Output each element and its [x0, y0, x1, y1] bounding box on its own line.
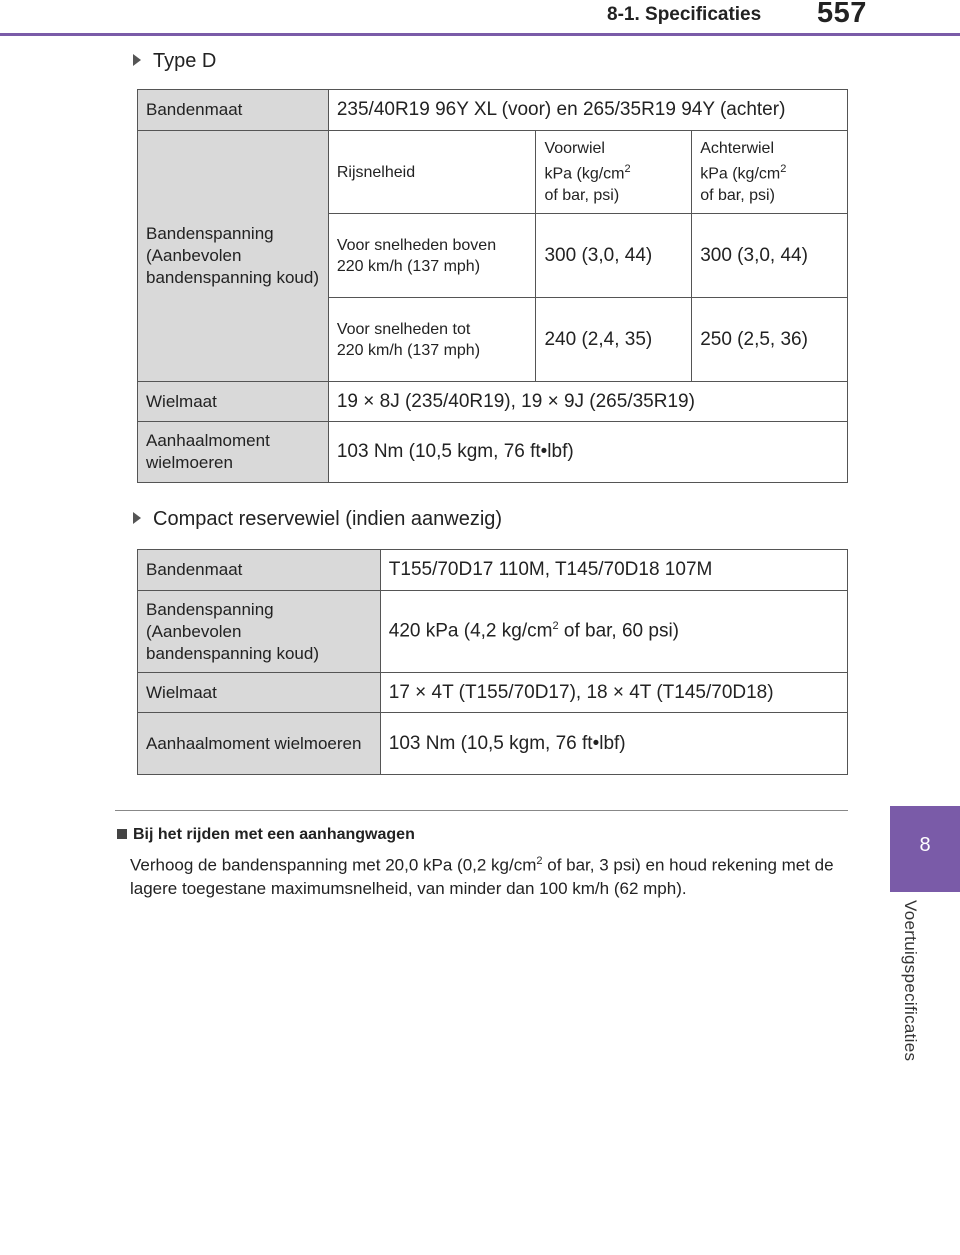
chapter-label: Voertuigspecificaties — [901, 900, 920, 1062]
table-row — [138, 673, 848, 713]
type-d-table — [137, 89, 848, 483]
pressure-label: Bandenspanning (Aanbevolen bandenspanning koud) — [138, 131, 329, 382]
compact-wheel-label: Wielmaat — [138, 673, 381, 713]
compact-title: Compact reservewiel (indien aanwezig) — [153, 508, 503, 530]
type-d-title: Type D — [153, 50, 217, 72]
size-label: Bandenmaat — [138, 90, 329, 131]
compact-pressure-value: 420 kPa (4,2 $kg/cm^2$ of bar, 60 psi) — [380, 591, 847, 673]
square-bullet-icon — [117, 829, 127, 839]
note-divider — [115, 810, 848, 811]
wheel-value: 19 × 8J (235/40R19), 19 × 9J (265/35R19) — [328, 382, 847, 422]
rear-column-header: Achterwiel kPa ($kg/cm^2$ of bar, psi) — [692, 131, 848, 214]
note-heading — [117, 826, 415, 844]
note-body: Verhoog de bandenspanning met 20,0 kPa (0,2 $kg/cm^2$ of bar, 3 psi) en houd rekening met de lagere toegestane maximumsnelheid, van minder dan 100 km/h (62 mph). — [130, 855, 834, 898]
speed-upto-cell: Voor snelheden tot 220 km/h (137 mph) — [328, 298, 536, 382]
table-row — [138, 550, 848, 591]
rear-pressure-above: 300 (3,0, 44) — [692, 214, 848, 298]
table-row — [138, 713, 848, 775]
rear-pressure-upto: 250 (2,5, 36) — [692, 298, 848, 382]
torque-label: Aanhaalmoment wielmoeren — [138, 422, 329, 483]
table-row — [138, 422, 848, 483]
front-column-header: Voorwiel kPa ($kg/cm^2$ of bar, psi) — [536, 131, 692, 214]
page-number: 557 — [817, 0, 867, 29]
chapter-number: 8 — [919, 834, 931, 856]
compact-torque-label: Aanhaalmoment wielmoeren — [138, 713, 381, 775]
compact-size-label: Bandenmaat — [138, 550, 381, 591]
torque-value: 103 Nm (10,5 kgm, 76 ft•lbf) — [328, 422, 847, 483]
table-row — [138, 90, 848, 131]
size-value: 235/40R19 96Y XL (voor) en 265/35R19 94Y (achter) — [328, 90, 847, 131]
compact-size-value: T155/70D17 110M, T145/70D18 107M — [380, 550, 847, 591]
speed-above-cell: Voor snelheden boven 220 km/h (137 mph) — [328, 214, 536, 298]
page-header — [0, 0, 960, 36]
compact-table — [137, 549, 848, 775]
wheel-label: Wielmaat — [138, 382, 329, 422]
table-row — [138, 382, 848, 422]
chapter-tab — [890, 806, 960, 892]
type-d-heading — [133, 50, 216, 73]
speed-column-header: Rijsnelheid — [328, 131, 536, 214]
table-row — [138, 591, 848, 673]
front-pressure-upto: 240 (2,4, 35) — [536, 298, 692, 382]
note-title: Bij het rijden met een aanhangwagen — [133, 826, 415, 843]
compact-wheel-value: 17 × 4T (T155/70D17), 18 × 4T (T145/70D18) — [380, 673, 847, 713]
header-rule — [0, 33, 960, 36]
compact-pressure-label: Bandenspanning (Aanbevolen bandenspanning koud) — [138, 591, 381, 673]
table-row — [138, 131, 848, 214]
section-title: 8-1. Specificaties — [607, 4, 762, 25]
triangle-bullet-icon — [133, 512, 141, 524]
compact-heading — [133, 508, 502, 531]
compact-torque-value: 103 Nm (10,5 kgm, 76 ft•lbf) — [380, 713, 847, 775]
front-pressure-above: 300 (3,0, 44) — [536, 214, 692, 298]
triangle-bullet-icon — [133, 54, 141, 66]
